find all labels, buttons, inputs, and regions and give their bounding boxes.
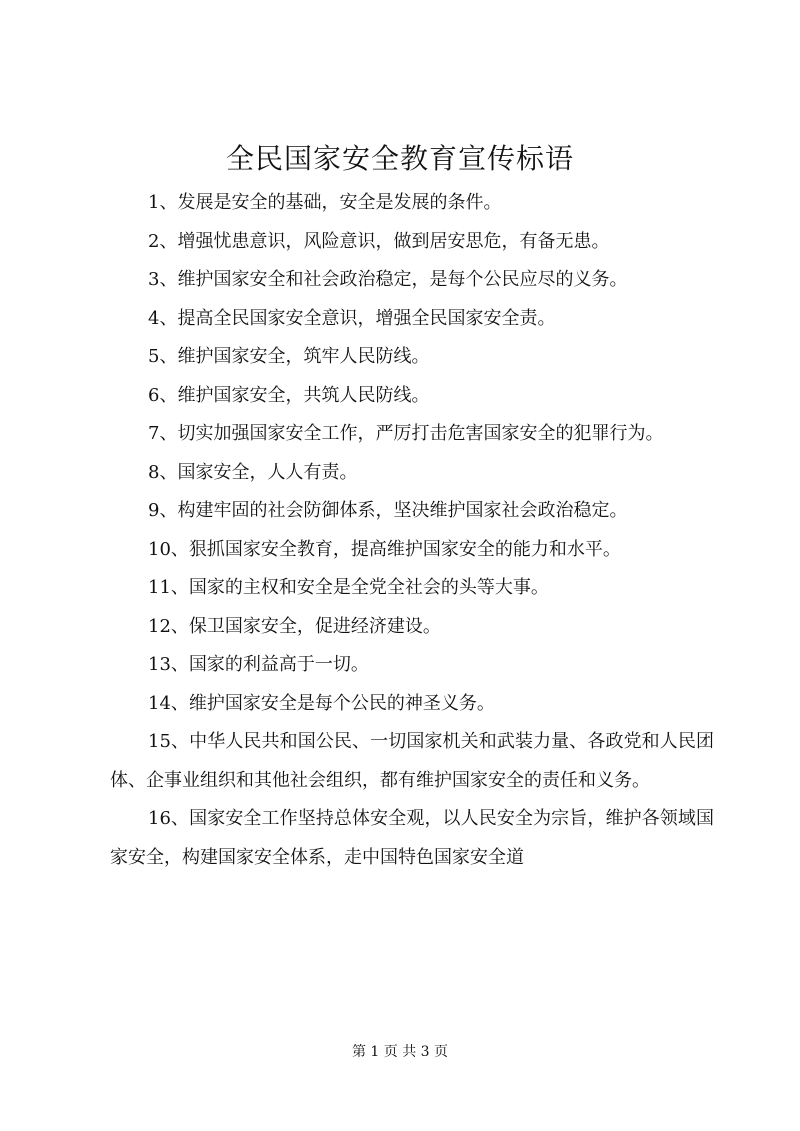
slogan-paragraph-5: 5、维护国家安全，筑牢人民防线。 <box>148 346 430 367</box>
slogan-paragraph-9: 9、构建牢固的社会防御体系，坚决维护国家社会政治稳定。 <box>148 500 628 521</box>
slogan-paragraph-4: 4、提高全民国家安全意识，增强全民国家安全责。 <box>148 307 556 329</box>
slogan-paragraph-12: 12、保卫国家安全，促进经济建设。 <box>148 615 441 637</box>
slogan-paragraph-1: 1、发展是安全的基础，安全是发展的条件。 <box>148 192 502 213</box>
document-body <box>110 184 714 877</box>
slogan-paragraph-13: 13、国家的利益高于一切。 <box>148 654 369 675</box>
slogan-paragraph-16: 16、国家安全工作坚持总体安全观，以人民安全为宗旨，维护各领域国家安全，构建国家安全体系，走中国特色国家安全道 <box>110 808 714 868</box>
slogan-paragraph-2: 2、增强忧患意识，风险意识，做到居安思危，有备无患。 <box>148 230 610 252</box>
slogan-paragraph-14: 14、维护国家安全是每个公民的神圣义务。 <box>148 692 495 714</box>
slogan-paragraph-8: 8、国家安全，人人有责。 <box>148 461 358 483</box>
slogan-paragraph-6: 6、维护国家安全，共筑人民防线。 <box>148 384 430 406</box>
page-footer: 第 1 页 共 3 页 <box>351 1044 449 1060</box>
slogan-paragraph-3: 3、维护国家安全和社会政治稳定，是每个公民应尽的义务。 <box>148 269 628 290</box>
slogan-paragraph-7: 7、切实加强国家安全工作，严厉打击危害国家安全的犯罪行为。 <box>148 423 664 444</box>
slogan-paragraph-11: 11、国家的主权和安全是全党全社会的头等大事。 <box>148 577 549 598</box>
slogan-paragraph-15: 15、中华人民共和国公民、一切国家机关和武装力量、各政党和人民团体、企事业组织和其他社会组织，都有维护国家安全的责任和义务。 <box>110 731 714 791</box>
document-title: 全民国家安全教育宣传标语 <box>225 142 574 175</box>
slogan-paragraph-10: 10、狠抓国家安全教育，提高维护国家安全的能力和水平。 <box>148 538 621 560</box>
